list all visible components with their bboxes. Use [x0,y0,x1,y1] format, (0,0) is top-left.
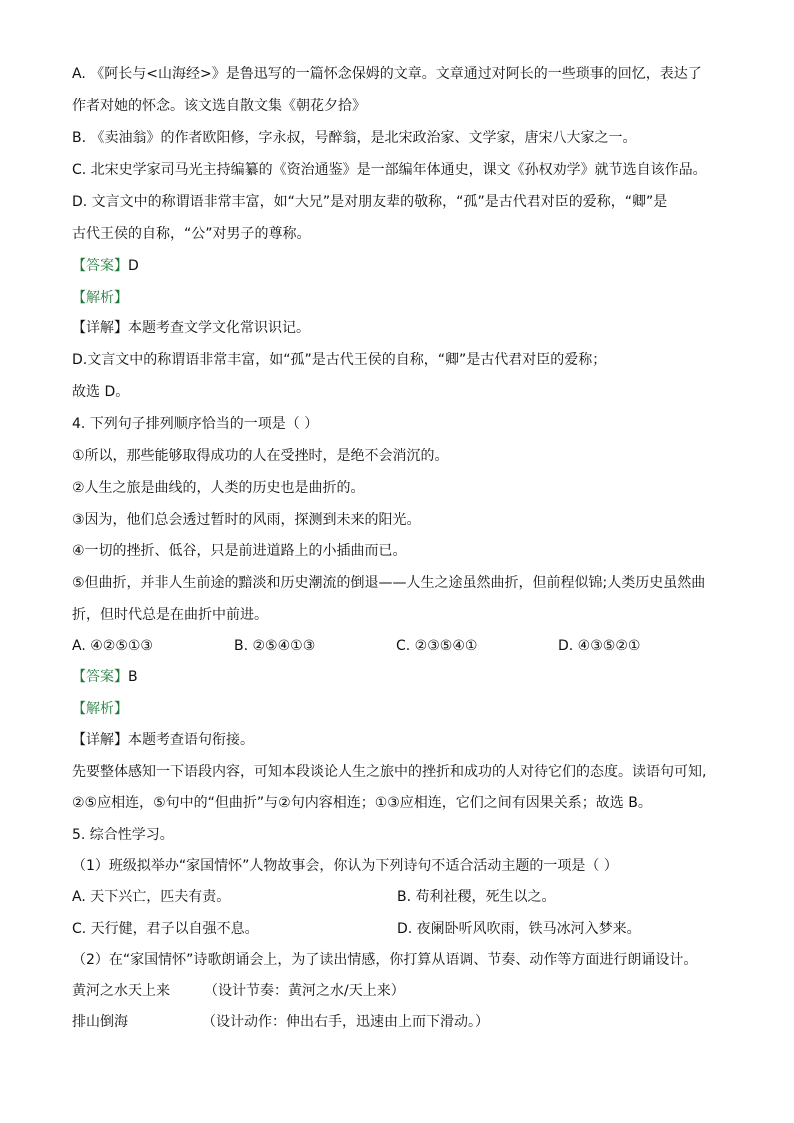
q4-detail [72,730,722,750]
poem-line-2-text: 排山倒海 [72,1014,128,1030]
q5-option-a: A. 天下兴亡，匹夫有责。 [72,889,231,905]
poem-line-1 [72,981,722,1001]
q5-stem: 5. 综合性学习。 [72,827,174,843]
q4-analysis [72,699,722,719]
detail-text: 本题考查文学文化常识识记。 [128,320,310,336]
q4-option-d: D. ④③⑤②① [558,638,641,654]
q3-explanation-line1: D.文言文中的称谓语非常丰富，如“孤”是古代王侯的自称，“卿”是古代君对臣的爱称； [72,352,607,368]
q4-sentence-5-line1: ⑤但曲折，并非人生前途的黯淡和历史潮流的倒退——人生之途虽然曲折，但前程似锦;人类历史虽然曲 [72,575,706,591]
q4-sentence-5-line2: 折，但时代总是在曲折中前进。 [72,607,268,623]
q3-detail [72,318,722,338]
poem-line-1-text: 黄河之水天上来 [72,983,170,999]
q5-option-c: C. 天行健，君子以自强不息。 [72,921,259,937]
q4-options [72,636,722,656]
q4-stem: 4. 下列句子排列顺序恰当的一项是（ ） [72,416,319,432]
q4-sentence-3: ③因为，他们总会透过暂时的风雨，探测到未来的阳光。 [72,512,421,528]
q5-option-b: B. 苟利社稷，死生以之。 [397,889,556,905]
q3-option-c: C. 北宋史学家司马光主持编纂的《资治通鉴》是一部编年体通史，课文《孙权劝学》就节选自该作品。 [72,162,707,178]
q3-explanation-line2: 故选 D。 [72,384,130,400]
q3-option-a-line2: 作者对她的怀念。该文选自散文集《朝花夕拾》 [72,98,366,114]
q4-sentence-2: ②人生之旅是曲线的，人类的历史也是曲折的。 [72,480,365,496]
q3-answer [72,256,722,276]
q4-explanation-line1: 先要整体感知一下语段内容，可知本段谈论人生之旅中的挫折和成功的人对待它们的态度。读语句可知, [72,764,707,780]
q4-answer [72,667,722,687]
answer-value: D [128,258,139,274]
q3-analysis [72,288,722,308]
q5-part1-stem: （1）班级拟举办“家国情怀”人物故事会，你认为下列诗句不适合活动主题的一项是（ ） [72,858,618,874]
q5-part1-options-row1 [72,887,722,907]
q4-option-a: A. ④②⑤①③ [72,638,153,654]
detail-tag: 【详解】 [72,320,128,336]
q3-option-a-line1: A. 《阿长与<山海经>》是鲁迅写的一篇怀念保姆的文章。文章通过对阿长的一些琐事的回忆，表达了 [72,66,702,82]
answer-tag: 【答案】 [72,258,128,274]
analysis-tag: 【解析】 [72,701,128,717]
poem-line-1-note: （设计节奏：黄河之水/天上来） [204,983,405,999]
q3-option-d-line2: 古代王侯的自称，“公”对男子的尊称。 [72,226,311,242]
q4-sentence-1: ①所以，那些能够取得成功的人在受挫时，是绝不会消沉的。 [72,448,449,464]
q4-option-c: C. ②③⑤④① [396,638,478,654]
q5-option-d: D. 夜阑卧听风吹雨，铁马冰河入梦来。 [397,921,641,937]
q3-option-d-line1: D. 文言文中的称谓语非常丰富，如“大兄”是对朋友辈的敬称，“孤”是古代君对臣的爱称，“卿”是 [72,194,668,210]
q3-option-b: B. 《卖油翁》的作者欧阳修，字永叔，号醉翁，是北宋政治家、文学家，唐宋八大家之一。 [72,130,637,146]
detail-text: 本题考查语句衔接。 [128,732,254,748]
answer-value: B [128,669,138,685]
poem-line-2-note: （设计动作：伸出右手，迅速由上而下滑动。） [202,1014,489,1030]
q5-part2-stem: （2）在“家国情怀”诗歌朗诵会上，为了读出情感，你打算从语调、节奏、动作等方面进行朗诵设计。 [72,952,698,968]
answer-tag: 【答案】 [72,669,128,685]
q4-sentence-4: ④一切的挫折、低谷，只是前进道路上的小插曲而已。 [72,543,407,559]
detail-tag: 【详解】 [72,732,128,748]
poem-line-2 [72,1012,722,1032]
analysis-tag: 【解析】 [72,290,128,306]
q5-part1-options-row2 [72,919,722,939]
q4-explanation-line2: ②⑤应相连，⑤句中的“但曲折”与②句内容相连；①③应相连，它们之间有因果关系；故选 B。 [72,795,652,811]
q4-option-b: B. ②⑤④①③ [234,638,316,654]
